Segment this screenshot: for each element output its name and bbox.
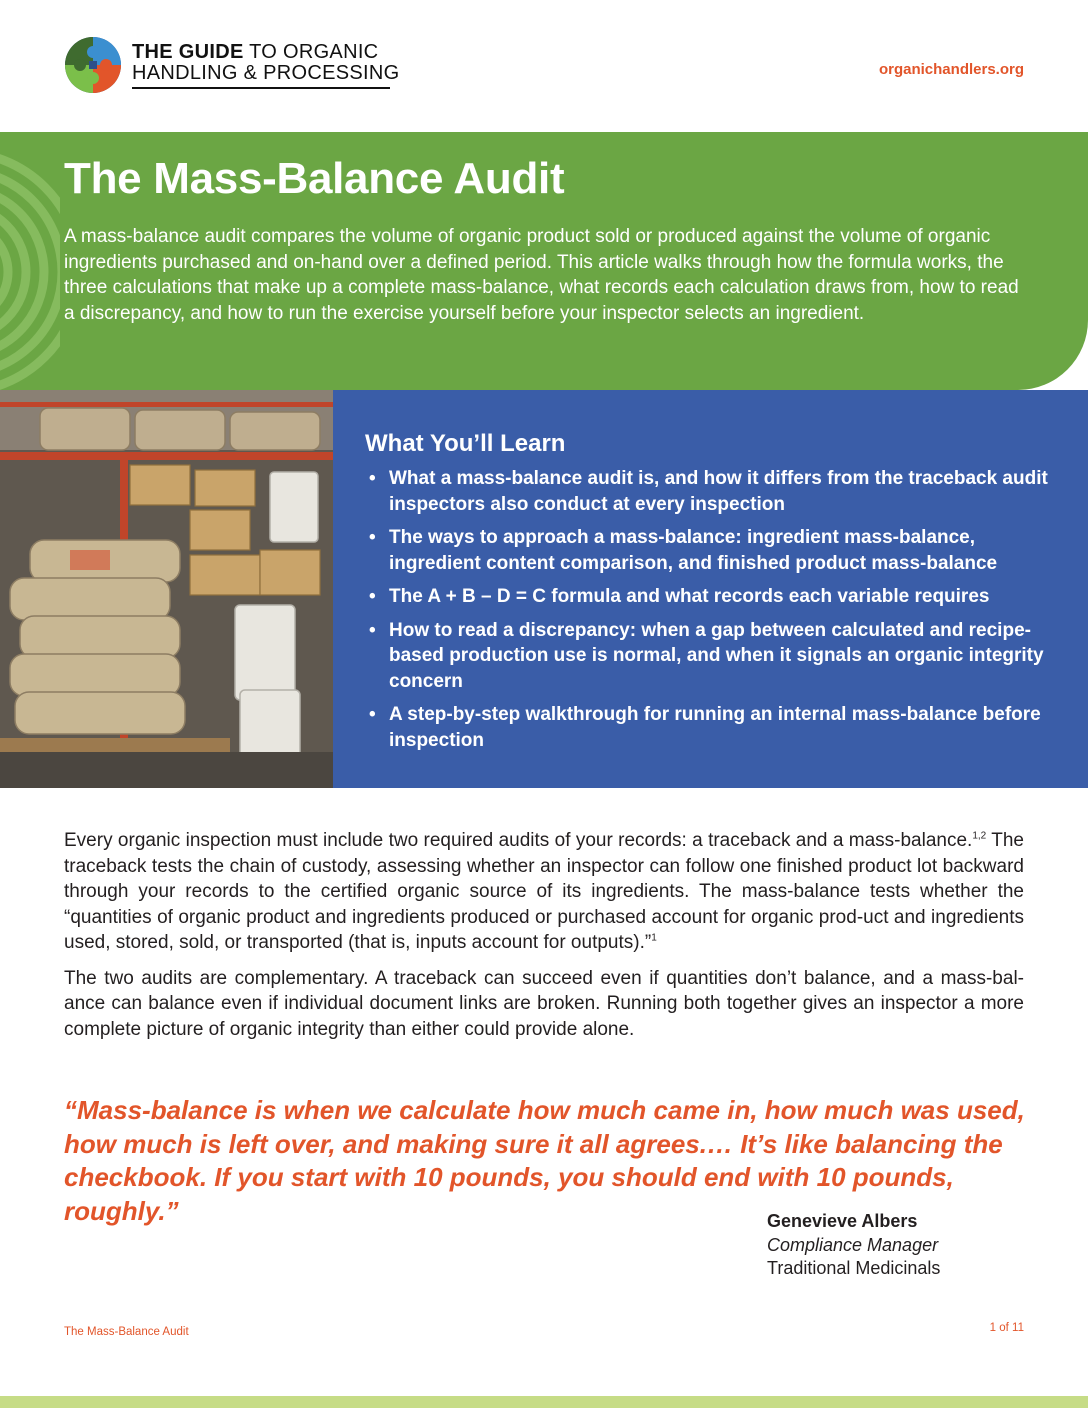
page-header xyxy=(0,0,1088,132)
bullet-icon: • xyxy=(369,586,376,607)
footnote-ref[interactable]: 1 xyxy=(651,932,657,944)
body-paragraph-2: The two audits are complementary. A traceback can succeed even if quantities don’t balance, and a mass-bal-ance can balance even if individual document links are broken. Running both together gives an inspector a more complete picture of organic integrity than either could provide alone. xyxy=(64,967,1024,1040)
footnote-ref[interactable]: 1,2 xyxy=(972,830,987,842)
attribution-org: Traditional Medicinals xyxy=(767,1258,941,1278)
bullet-icon: • xyxy=(369,468,376,489)
list-item: • What a mass-balance audit is, and how it differs from the traceback audit inspectors also conduct at every inspection xyxy=(369,468,1048,515)
puzzle-logo-icon xyxy=(64,36,122,94)
bullet-icon: • xyxy=(369,527,376,548)
intro-paragraph: A mass-balance audit compares the volume of organic product sold or produced against the volume of organic ingredients purchased and on-hand over a defined period. This article walks through how the formula works, the three calculations that make up a complete mass-balance, what records each calculation draws from, how to read a discrepancy, and how to run the exercise yourself before your inspector selects an ingredient. xyxy=(64,226,1019,324)
page-title: The Mass-Balance Audit xyxy=(64,154,565,203)
decorative-arcs-icon xyxy=(0,142,60,390)
logo-line-1: THE GUIDE TO ORGANIC xyxy=(132,41,379,63)
page-number: 1 of 11 xyxy=(989,1322,1024,1334)
attribution-name: Genevieve Albers xyxy=(767,1211,918,1231)
bullet-icon: • xyxy=(369,704,376,725)
list-item: • The A + B – D = C formula and what records each variable requires xyxy=(365,584,1055,610)
logo-wordmark xyxy=(132,41,400,89)
title-banner xyxy=(0,132,1088,390)
list-item: • How to read a discrepancy: when a gap between calculated and recipe-based production use is normal, and when it signals an organic integrity concern xyxy=(369,619,1044,692)
logo-line-2: HANDLING & PROCESSING xyxy=(132,62,400,84)
attribution-role: Compliance Manager xyxy=(767,1234,939,1255)
logo-underline xyxy=(132,87,390,89)
body-text xyxy=(64,828,1024,1052)
feature-section xyxy=(0,390,1088,788)
bullet-icon: • xyxy=(369,619,376,641)
site-url-link[interactable]: organichandlers.org xyxy=(878,61,1024,78)
pull-quote: “Mass-balance is when we calculate how much came in, how much was used, how much is left over, and making sure it all agrees.… It’s like balancing the checkbook. If you start with 10 pounds, you should end with 10 pounds, roughly.” xyxy=(64,1095,1025,1226)
footer-title: The Mass-Balance Audit xyxy=(64,1326,189,1338)
learn-list xyxy=(365,466,1055,761)
warehouse-photo xyxy=(0,390,333,788)
learn-heading: What You’ll Learn xyxy=(365,430,566,457)
body-paragraph-1: Every organic inspection must include two required audits of your records: a traceback and a mass-balance.$^{1,2}$ The traceback tests the chain of custody, assessing whether an inspector can follow one finished product lot backward through your records to the certified organic source of its ingredients. The mass-balance tests whether the “quantities of organic product and ingredients produced or purchased account for organic prod-uct and ingredients used, stored, sold, or transported (that is, inputs account for outputs).”$^1$ xyxy=(64,830,1024,953)
what-youll-learn-box xyxy=(333,390,1088,788)
footer-bar xyxy=(0,1396,1088,1408)
quote-attribution xyxy=(767,1210,940,1281)
list-item: • The ways to approach a mass-balance: ingredient mass-balance, ingredient content comparison, and finished product mass-balance xyxy=(369,527,998,574)
list-item: • A step-by-step walkthrough for running an internal mass-balance before inspection xyxy=(369,704,1041,751)
